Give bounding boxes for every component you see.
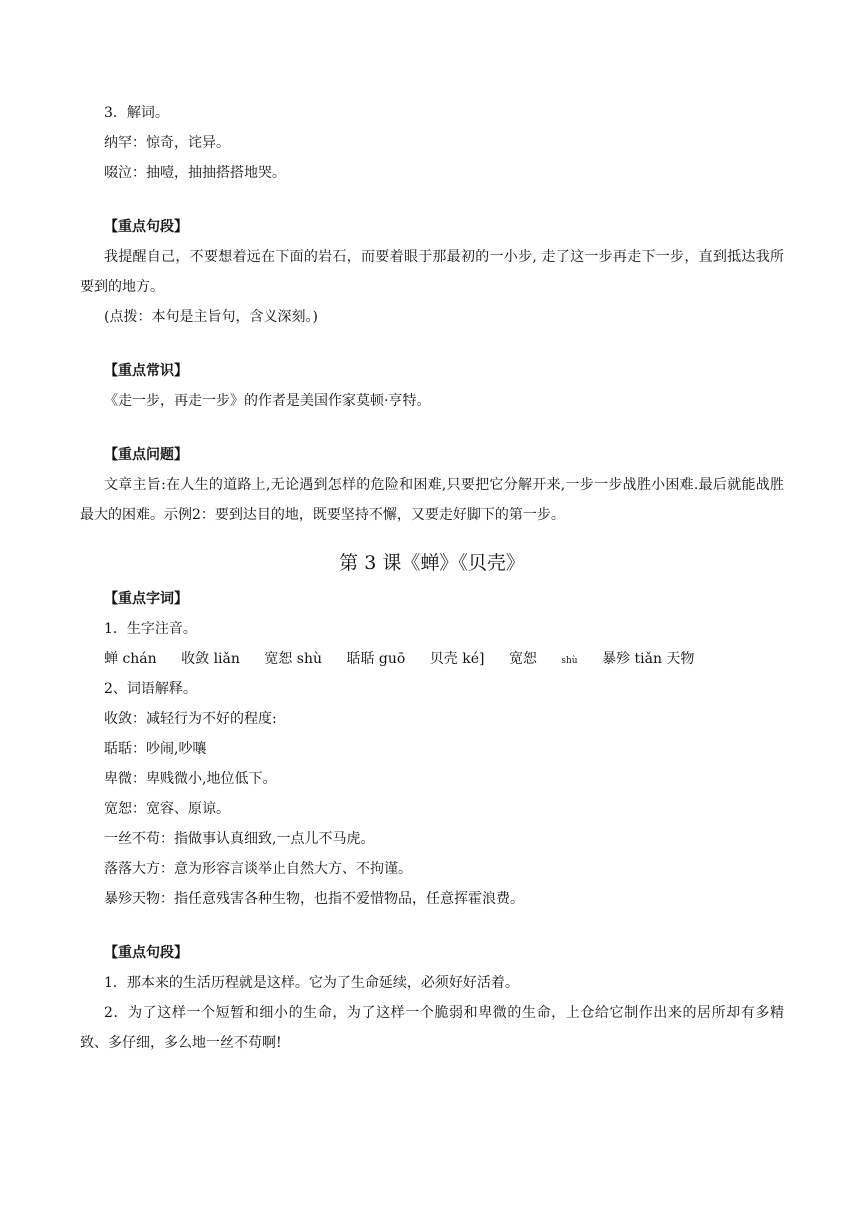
definition-line: 啜泣：抽噎，抽抽搭搭地哭。: [104, 165, 286, 181]
lesson-title: 第 3 课《蝉》《贝壳》: [339, 552, 525, 574]
definition-line: 落落大方：意为形容言谈举止自然大方、不拘谨。: [104, 861, 412, 877]
section-heading: 【重点句段】: [104, 945, 188, 961]
hint-line: (点拨：本句是主旨句，含义深刻。): [104, 309, 318, 325]
definition-line: 收敛：减轻行为不好的程度:: [104, 711, 277, 727]
pinyin-entry: 暴殄 tiǎn 天物: [602, 651, 695, 667]
pinyin-small: shù: [561, 656, 578, 666]
pinyin-entry: 贝壳 ké]: [429, 651, 485, 667]
definition-line: 纳罕：惊奇，诧异。: [104, 135, 230, 151]
pinyin-entry: 收敛 liǎn: [181, 651, 240, 667]
definition-line: 暴殄天物：指任意残害各种生物，也指不爱惜物品，任意挥霍浪费。: [104, 891, 524, 907]
list-item: 2、词语解释。: [104, 681, 197, 697]
definition-line: 宽恕：宽容、原谅。: [104, 801, 230, 817]
key-sentence-paragraph: 我提醒自己，不要想着远在下面的岩石，而要着眼于那最初的一小步, 走了这一步再走下一步，直到抵达我所要到的地方。: [80, 249, 784, 295]
pinyin-char: 宽恕: [508, 651, 537, 667]
definition-line: 一丝不苟：指做事认真细致,一点儿不马虎。: [104, 831, 375, 847]
section-heading: 【重点常识】: [104, 363, 188, 379]
sentence-paragraph: 2．为了这样一个短暂和细小的生命，为了这样一个脆弱和卑微的生命，上仓给它制作出来的居所却有多精致、多仔细，多么地一丝不苟啊!: [80, 1005, 784, 1051]
common-knowledge-line: 《走一步，再走一步》的作者是美国作家莫顿·亨特。: [104, 393, 431, 409]
pinyin-line: [80, 644, 784, 674]
pinyin-entry: [509, 651, 578, 667]
list-item: 3．解词。: [104, 105, 169, 121]
definition-line: 聒聒：吵闹,吵嚷: [104, 741, 207, 757]
pinyin-entry: 宽恕 shù: [264, 651, 323, 667]
document-body: [80, 98, 784, 1058]
section-heading: 【重点字词】: [104, 591, 188, 607]
pinyin-entry: 蝉 chán: [104, 651, 157, 667]
section-heading: 【重点句段】: [104, 219, 188, 235]
list-item: 1．生字注音。: [104, 621, 197, 637]
question-paragraph: 文章主旨:在人生的道路上,无论遇到怎样的危险和困难,只要把它分解开来,一步一步战胜小困难.最后就能战胜最大的困难。示例2：要到达目的地，既要坚持不懈，又要走好脚下的第一步。: [80, 477, 784, 523]
sentence-line: 1．那本来的生活历程就是这样。它为了生命延续，必须好好活着。: [104, 975, 519, 991]
pinyin-entry: 聒聒 guō: [346, 651, 406, 667]
section-heading: 【重点问题】: [104, 447, 188, 463]
definition-line: 卑微：卑贱微小,地位低下。: [104, 771, 277, 787]
